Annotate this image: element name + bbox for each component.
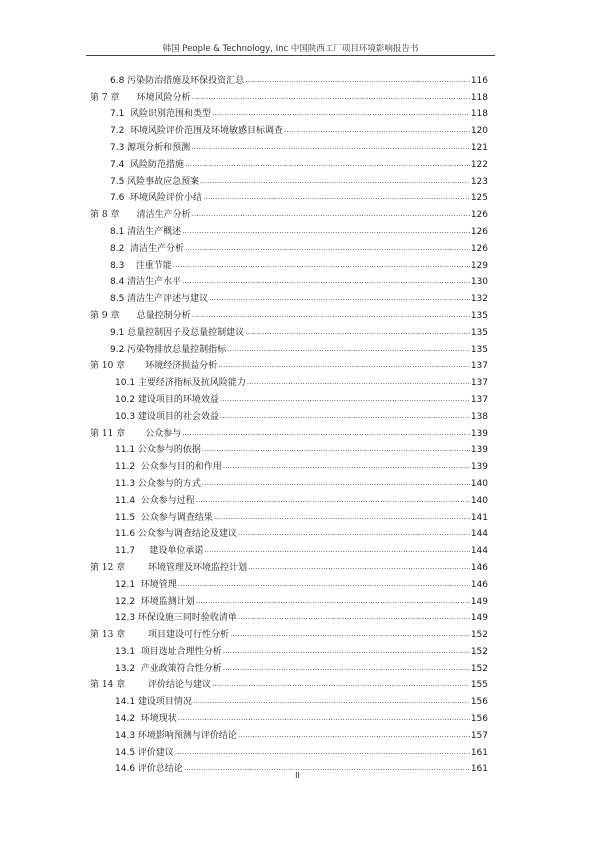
toc-page-number: 139 <box>470 445 488 456</box>
toc-section-entry[interactable] <box>90 641 488 658</box>
toc-page-number: 140 <box>470 478 488 489</box>
toc-dot-leader <box>238 612 470 623</box>
toc-entry-title: 9.1 总量控制因子及总量控制建议 <box>110 327 245 338</box>
toc-page-number: 146 <box>470 562 488 573</box>
toc-dot-leader <box>185 159 470 170</box>
toc-entry-title: 第 9 章 总量控制分析 <box>90 310 191 321</box>
toc-page-number: 122 <box>470 159 488 170</box>
toc-dot-leader <box>209 293 470 304</box>
toc-dot-leader <box>191 142 470 153</box>
toc-page-number: 116 <box>470 75 488 86</box>
toc-chapter-entry[interactable] <box>90 423 488 440</box>
toc-page-number: 137 <box>470 361 488 372</box>
toc-page-number: 156 <box>470 714 488 725</box>
toc-entry-title: 11.4 公众参与过程 <box>115 495 195 506</box>
toc-entry-title: 11.1 公众参与的依据 <box>115 445 201 456</box>
toc-section-entry[interactable] <box>90 406 488 423</box>
toc-dot-leader <box>182 276 470 287</box>
toc-page-number: 132 <box>470 294 488 305</box>
toc-section-entry[interactable] <box>90 524 488 541</box>
toc-page-number: 149 <box>470 613 488 624</box>
toc-dot-leader <box>230 629 470 640</box>
toc-page-number: 152 <box>470 630 488 641</box>
toc-chapter-entry[interactable] <box>90 557 488 574</box>
toc-entry-title: 6.8 污染防治措施及环保投资汇总 <box>110 75 245 86</box>
toc-section-entry[interactable] <box>90 456 488 473</box>
toc-section-entry[interactable] <box>90 372 488 389</box>
toc-chapter-entry[interactable] <box>90 204 488 221</box>
toc-dot-leader <box>284 125 470 136</box>
toc-page-number: 156 <box>470 697 488 708</box>
toc-page-number: 135 <box>470 310 488 321</box>
toc-section-entry[interactable] <box>90 742 488 759</box>
toc-page-number: 155 <box>470 680 488 691</box>
toc-page-number: 144 <box>470 546 488 557</box>
toc-section-entry[interactable] <box>90 389 488 406</box>
toc-entry-title: 14.1 建设项目情况 <box>115 697 192 708</box>
toc-page-number: 137 <box>470 394 488 405</box>
toc-dot-leader <box>192 310 470 321</box>
toc-section-entry[interactable] <box>90 272 488 289</box>
toc-dot-leader <box>223 461 470 472</box>
toc-entry-title: 7.4 风险防范措施 <box>110 159 185 170</box>
toc-section-entry[interactable] <box>90 221 488 238</box>
toc-entry-title: 第 10 章 环境经济损益分析 <box>90 361 218 372</box>
toc-section-entry[interactable] <box>90 691 488 708</box>
table-of-contents <box>90 70 488 775</box>
toc-page-number: 126 <box>470 210 488 221</box>
toc-dot-leader <box>245 75 470 86</box>
toc-page-number: 146 <box>470 579 488 590</box>
toc-entry-title: 11.2 公众参与目的和作用 <box>115 462 222 473</box>
toc-entry-title: 第 8 章 清洁生产分析 <box>90 210 191 221</box>
toc-section-entry[interactable] <box>90 591 488 608</box>
toc-page-number: 139 <box>470 462 488 473</box>
toc-entry-title: 7.3 源项分析和预测 <box>110 142 191 153</box>
toc-page-number: 152 <box>470 663 488 674</box>
toc-page-number: 120 <box>470 126 488 137</box>
toc-page-number: 161 <box>470 764 488 775</box>
toc-dot-leader <box>192 92 470 103</box>
toc-entry-title: 11.7 建设单位承诺 <box>115 546 204 557</box>
toc-chapter-entry[interactable] <box>90 624 488 641</box>
toc-dot-leader <box>238 528 470 539</box>
toc-chapter-entry[interactable] <box>90 675 488 692</box>
toc-entry-title: 12.2 环境监测计划 <box>115 596 195 607</box>
toc-section-entry[interactable] <box>90 154 488 171</box>
toc-page-number: 135 <box>470 344 488 355</box>
toc-entry-title: 第 14 章 评价结论与建议 <box>90 680 212 691</box>
toc-dot-leader <box>178 579 470 590</box>
toc-page-number: 161 <box>470 747 488 758</box>
toc-entry-title: 第 7 章 环境风险分析 <box>90 92 191 103</box>
toc-page-number: 126 <box>470 243 488 254</box>
toc-chapter-entry[interactable] <box>90 305 488 322</box>
toc-dot-leader <box>238 730 470 741</box>
toc-section-entry[interactable] <box>90 70 488 87</box>
toc-entry-title: 10.3 建设项目的社会效益 <box>115 411 219 422</box>
toc-dot-leader <box>223 663 470 674</box>
toc-dot-leader <box>247 377 470 388</box>
toc-page-number: 118 <box>470 92 488 103</box>
toc-dot-leader <box>175 747 470 758</box>
toc-section-entry[interactable] <box>90 238 488 255</box>
toc-page-number: 125 <box>470 193 488 204</box>
toc-entry-title: 13.2 产业政策符合性分析 <box>115 663 222 674</box>
toc-dot-leader <box>196 596 470 607</box>
toc-page-number: 130 <box>470 277 488 288</box>
toc-section-entry[interactable] <box>90 440 488 457</box>
toc-entry-title: 12.1 环境管理 <box>115 579 177 590</box>
toc-entry-title: 第 11 章 公众参与 <box>90 428 182 439</box>
toc-section-entry[interactable] <box>90 507 488 524</box>
toc-dot-leader <box>178 713 470 724</box>
toc-section-entry[interactable] <box>90 725 488 742</box>
toc-dot-leader <box>248 562 470 573</box>
toc-section-entry[interactable] <box>90 490 488 507</box>
toc-dot-leader <box>173 260 470 271</box>
toc-section-entry[interactable] <box>90 188 488 205</box>
toc-page-number: 135 <box>470 327 488 338</box>
toc-entry-title: 13.1 项目选址合理性分析 <box>115 646 222 657</box>
header-divider <box>86 55 495 56</box>
toc-section-entry[interactable] <box>90 171 488 188</box>
toc-page-number: 118 <box>470 109 488 120</box>
toc-dot-leader <box>196 495 470 506</box>
toc-section-entry[interactable] <box>90 473 488 490</box>
toc-dot-leader <box>220 394 470 405</box>
toc-section-entry[interactable] <box>90 608 488 625</box>
toc-entry-title: 11.5 公众参与调查结果 <box>115 512 213 523</box>
toc-entry-title: 14.6 评价总结论 <box>115 764 183 775</box>
toc-chapter-entry[interactable] <box>90 87 488 104</box>
toc-section-entry[interactable] <box>90 255 488 272</box>
toc-page-number: 144 <box>470 529 488 540</box>
toc-dot-leader <box>182 226 470 237</box>
toc-dot-leader <box>185 243 470 254</box>
toc-entry-title: 第 13 章 项目建设可行性分析 <box>90 630 230 641</box>
toc-page-number: 138 <box>470 411 488 422</box>
running-header: 韩国 People & Technology, Inc 中国陕西工厂项目环境影响报告书 <box>162 44 419 54</box>
toc-section-entry[interactable] <box>90 540 488 557</box>
toc-section-entry[interactable] <box>90 288 488 305</box>
toc-page-number: 149 <box>470 596 488 607</box>
toc-page-number: 137 <box>470 378 488 389</box>
toc-page-number: 141 <box>470 512 488 523</box>
toc-entry-title: 8.2 清洁生产分析 <box>110 243 185 254</box>
toc-dot-leader <box>218 360 470 371</box>
toc-dot-leader <box>202 478 470 489</box>
toc-section-entry[interactable] <box>90 137 488 154</box>
toc-entry-title: 10.2 建设项目的环境效益 <box>115 394 219 405</box>
toc-entry-title: 7.1 风险识别范围和类型 <box>110 109 212 120</box>
toc-page-number: 126 <box>470 226 488 237</box>
toc-entry-title: 12.3 环保设施三同时验收清单 <box>115 613 237 624</box>
toc-entry-title: 10.1 主要经济指标及抗风险能力 <box>115 378 246 389</box>
toc-entry-title: 7.2 环境风险评价范围及环境敏感目标调查 <box>110 126 284 137</box>
toc-section-entry[interactable] <box>90 322 488 339</box>
toc-page-number: 139 <box>470 428 488 439</box>
toc-dot-leader <box>227 344 470 355</box>
toc-section-entry[interactable] <box>90 120 488 137</box>
toc-section-entry[interactable] <box>90 574 488 591</box>
toc-page-number: 129 <box>470 260 488 271</box>
toc-dot-leader <box>202 444 470 455</box>
toc-section-entry[interactable] <box>90 658 488 675</box>
toc-entry-title: 14.3 环境影响预测与评价结论 <box>115 730 237 741</box>
toc-page-number: 121 <box>470 142 488 153</box>
toc-entry-title: 7.5 风险事故应急预案 <box>110 176 200 187</box>
toc-section-entry[interactable] <box>90 104 488 121</box>
toc-dot-leader <box>245 327 470 338</box>
toc-entry-title: 7.6 环境风险评价小结 <box>110 193 203 204</box>
toc-dot-leader <box>203 192 470 203</box>
toc-dot-leader <box>214 512 470 523</box>
toc-entry-title: 8.1 清洁生产概述 <box>110 226 182 237</box>
toc-dot-leader <box>204 545 469 556</box>
toc-page-number: 140 <box>470 495 488 506</box>
toc-entry-title: 11.6 公众参与调查结论及建议 <box>115 529 237 540</box>
toc-page-number: 123 <box>470 176 488 187</box>
toc-entry-title: 9.2 污染物排放总量控制指标 <box>110 344 227 355</box>
toc-page-number: 152 <box>470 646 488 657</box>
toc-page-number: 157 <box>470 730 488 741</box>
toc-dot-leader <box>220 411 470 422</box>
toc-entry-title: 8.5 清洁生产评述与建议 <box>110 294 209 305</box>
toc-entry-title: 8.3 注重节能 <box>110 260 172 271</box>
toc-entry-title: 14.5 评价建议 <box>115 747 174 758</box>
toc-entry-title: 11.3 公众参与的方式 <box>115 478 201 489</box>
toc-entry-title: 8.4 清洁生产水平 <box>110 277 182 288</box>
toc-dot-leader <box>212 108 470 119</box>
toc-dot-leader <box>212 679 470 690</box>
toc-dot-leader <box>182 428 470 439</box>
toc-entry-title: 14.2 环境现状 <box>115 714 177 725</box>
toc-dot-leader <box>223 646 470 657</box>
toc-dot-leader <box>193 696 470 707</box>
toc-dot-leader <box>192 209 470 220</box>
page-number: II <box>295 771 300 780</box>
toc-entry-title: 第 12 章 环境管理及环境监控计划 <box>90 562 248 573</box>
toc-chapter-entry[interactable] <box>90 356 488 373</box>
toc-section-entry[interactable] <box>90 339 488 356</box>
toc-dot-leader <box>200 176 470 187</box>
toc-section-entry[interactable] <box>90 708 488 725</box>
